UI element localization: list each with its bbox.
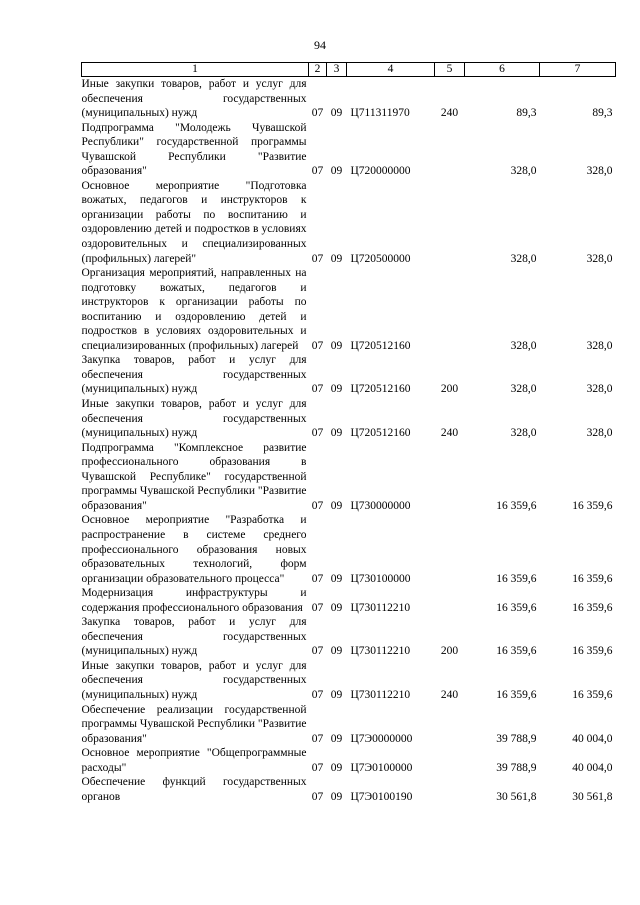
row-sum-col7: 40 004,0 xyxy=(572,761,613,774)
row-name: Обеспечение реализации государственной программы Чувашской Республики "Развитие образования" xyxy=(81,703,307,745)
row-sum-col6: 16 359,6 xyxy=(496,645,537,658)
row-subsection: 09 xyxy=(330,601,343,614)
row-sum-col7: 328,0 xyxy=(586,165,613,178)
table-header xyxy=(82,63,616,77)
row-sum-col6: 328,0 xyxy=(510,383,537,396)
row-sum-col6: 16 359,6 xyxy=(496,688,537,701)
table-row xyxy=(82,703,616,747)
row-target-article: Ц730112210 xyxy=(350,645,411,658)
table-row xyxy=(82,266,616,353)
row-name: Основное мероприятие "Общепрограммные расходы" xyxy=(81,747,307,774)
row-name: Иные закупки товаров, работ и услуг для обеспечения государственных (муниципальных) нужд xyxy=(81,78,307,120)
row-sum-col6: 89,3 xyxy=(516,107,537,120)
header-col-7: 7 xyxy=(540,63,616,77)
row-sum-col6: 39 788,9 xyxy=(496,761,537,774)
row-subsection: 09 xyxy=(330,790,343,803)
table-row xyxy=(82,615,616,659)
row-expense-type xyxy=(435,513,465,586)
table-row xyxy=(82,121,616,179)
row-sum-col6: 328,0 xyxy=(510,252,537,265)
table-row xyxy=(82,353,616,397)
row-section: 07 xyxy=(311,252,324,265)
row-name: Основное мероприятие "Подготовка вожатых, педагогов и инструкторов к организации работы по воспитанию и оздоровлению детей и подростков в условиях оздоровительных и специализированных (профильных) лагерей" xyxy=(81,179,307,265)
row-subsection: 09 xyxy=(330,339,343,352)
row-section: 07 xyxy=(311,165,324,178)
table-row xyxy=(82,77,616,121)
row-expense-type xyxy=(435,179,465,266)
row-target-article: Ц720500000 xyxy=(350,252,411,265)
row-subsection: 09 xyxy=(330,427,343,440)
table-row xyxy=(82,513,616,586)
row-section: 07 xyxy=(311,645,324,658)
row-expense-type xyxy=(435,746,465,775)
row-sum-col7: 16 359,6 xyxy=(572,499,613,512)
row-sum-col7: 40 004,0 xyxy=(572,732,613,745)
row-sum-col6: 16 359,6 xyxy=(496,572,537,585)
row-sum-col6: 328,0 xyxy=(510,427,537,440)
row-name: Основное мероприятие "Разработка и распространение в системе среднего профессионального образования новых образовательных технологий, форм организации образовательного процесса" xyxy=(81,514,307,585)
header-row xyxy=(82,63,616,77)
row-name: Подпрограмма "Комплексное развитие профессионального образования в Чувашской Республике" государственной программы Чувашской Республики "Развитие образования" xyxy=(81,441,307,512)
table-body xyxy=(82,77,616,805)
row-expense-type: 200 xyxy=(440,645,459,658)
header-col-3: 3 xyxy=(327,63,347,77)
row-name: Обеспечение функций государственных органов xyxy=(81,776,307,803)
row-subsection: 09 xyxy=(330,165,343,178)
row-sum-col7: 328,0 xyxy=(586,427,613,440)
table-row xyxy=(82,441,616,514)
row-target-article: Ц711311970 xyxy=(350,107,410,120)
row-section: 07 xyxy=(311,688,324,701)
row-sum-col7: 328,0 xyxy=(586,383,613,396)
row-sum-col7: 16 359,6 xyxy=(572,645,613,658)
row-subsection: 09 xyxy=(330,383,343,396)
page-number: 94 xyxy=(314,38,326,52)
row-expense-type: 240 xyxy=(440,688,459,701)
row-section: 07 xyxy=(311,601,324,614)
row-target-article: Ц730000000 xyxy=(350,499,411,512)
row-target-article: Ц7Э0100190 xyxy=(350,790,413,803)
row-expense-type xyxy=(435,586,465,615)
row-expense-type xyxy=(435,703,465,747)
row-name: Подпрограмма "Молодежь Чувашской Республики" государственной программы Чувашской Республики "Развитие образования" xyxy=(81,121,307,178)
row-subsection: 09 xyxy=(330,252,343,265)
row-section: 07 xyxy=(311,790,324,803)
row-subsection: 09 xyxy=(330,645,343,658)
header-col-2: 2 xyxy=(309,63,327,77)
row-target-article: Ц7Э0100000 xyxy=(350,761,413,774)
table-row xyxy=(82,397,616,441)
row-section: 07 xyxy=(311,107,324,120)
row-expense-type xyxy=(435,441,465,514)
row-name: Модернизация инфраструктуры и содержания профессионального образования xyxy=(81,587,307,614)
row-expense-type: 240 xyxy=(440,107,459,120)
row-name: Закупка товаров, работ и услуг для обеспечения государственных (муниципальных) нужд xyxy=(81,354,307,396)
row-section: 07 xyxy=(311,499,324,512)
row-expense-type: 200 xyxy=(440,383,459,396)
row-name: Организация мероприятий, направленных на подготовку вожатых, педагогов и инструкторов к организации работы по воспитанию и оздоровлению детей и подростков в условиях оздоровительных и специализированных (профильных) лагерей xyxy=(81,267,307,352)
row-section: 07 xyxy=(311,732,324,745)
row-sum-col7: 16 359,6 xyxy=(572,572,613,585)
row-target-article: Ц730100000 xyxy=(350,572,411,585)
row-subsection: 09 xyxy=(330,572,343,585)
row-sum-col6: 328,0 xyxy=(510,165,537,178)
row-target-article: Ц720512160 xyxy=(350,427,411,440)
row-expense-type xyxy=(435,266,465,353)
row-section: 07 xyxy=(311,572,324,585)
row-section: 07 xyxy=(311,339,324,352)
row-sum-col7: 328,0 xyxy=(586,252,613,265)
row-section: 07 xyxy=(311,383,324,396)
row-expense-type xyxy=(435,775,465,804)
row-target-article: Ц720512160 xyxy=(350,339,411,352)
table-row xyxy=(82,586,616,615)
row-sum-col6: 328,0 xyxy=(510,339,537,352)
row-target-article: Ц720512160 xyxy=(350,383,411,396)
header-col-4: 4 xyxy=(347,63,435,77)
row-sum-col6: 16 359,6 xyxy=(496,601,537,614)
row-sum-col6: 16 359,6 xyxy=(496,499,537,512)
row-subsection: 09 xyxy=(330,688,343,701)
header-col-5: 5 xyxy=(435,63,465,77)
row-sum-col7: 16 359,6 xyxy=(572,688,613,701)
row-subsection: 09 xyxy=(330,761,343,774)
row-expense-type: 240 xyxy=(440,427,459,440)
header-col-1: 1 xyxy=(82,63,309,77)
budget-table xyxy=(81,62,616,804)
row-sum-col7: 16 359,6 xyxy=(572,601,613,614)
row-target-article: Ц730112210 xyxy=(350,601,411,614)
row-name: Иные закупки товаров, работ и услуг для обеспечения государственных (муниципальных) нужд xyxy=(81,398,307,440)
row-target-article: Ц7Э0000000 xyxy=(350,732,413,745)
table-row xyxy=(82,659,616,703)
row-sum-col7: 30 561,8 xyxy=(572,790,613,803)
table-row xyxy=(82,775,616,804)
row-sum-col7: 89,3 xyxy=(592,107,613,120)
row-target-article: Ц720000000 xyxy=(350,165,411,178)
row-name: Иные закупки товаров, работ и услуг для обеспечения государственных (муниципальных) нужд xyxy=(81,659,307,701)
row-target-article: Ц730112210 xyxy=(350,688,411,701)
row-section: 07 xyxy=(311,761,324,774)
table-row xyxy=(82,179,616,266)
row-subsection: 09 xyxy=(330,107,343,120)
row-sum-col7: 328,0 xyxy=(586,339,613,352)
header-col-6: 6 xyxy=(465,63,540,77)
row-expense-type xyxy=(435,121,465,179)
row-name: Закупка товаров, работ и услуг для обеспечения государственных (муниципальных) нужд xyxy=(81,616,307,658)
row-subsection: 09 xyxy=(330,499,343,512)
row-sum-col6: 39 788,9 xyxy=(496,732,537,745)
row-sum-col6: 30 561,8 xyxy=(496,790,537,803)
table-row xyxy=(82,746,616,775)
row-section: 07 xyxy=(311,427,324,440)
row-subsection: 09 xyxy=(330,732,343,745)
